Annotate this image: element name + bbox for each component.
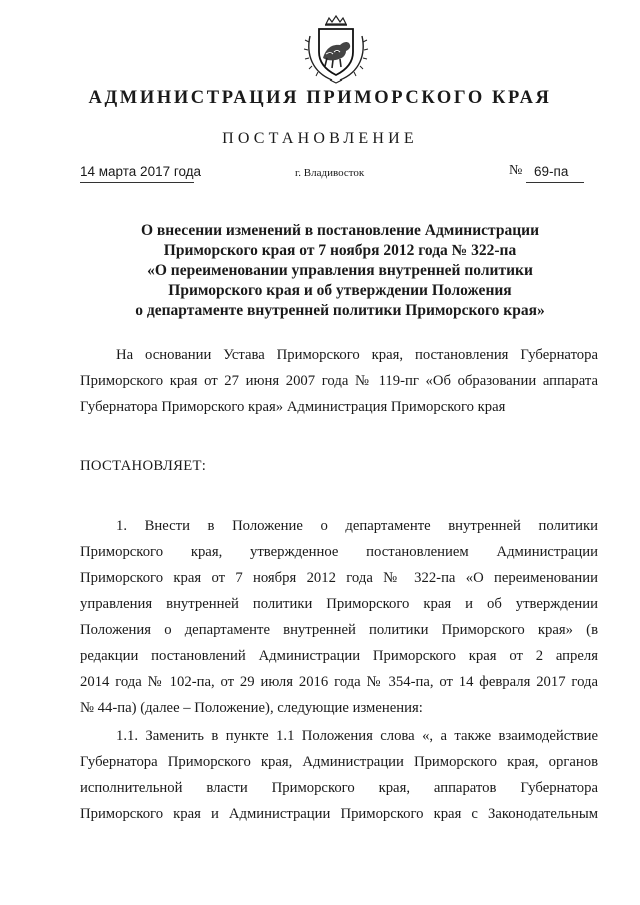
document-type: ПОСТАНОВЛЕНИЕ [222, 130, 418, 147]
paragraph-line: № 44-па) (далее – Положение), следующие изменения: [80, 700, 423, 716]
document-title [100, 221, 580, 321]
paragraph-line: Губернатора Приморского края, Администрации Приморского края, органов [80, 754, 598, 770]
paragraph-line: 1.1. Заменить в пункте 1.1 Положения слова «, а также взаимодействие [116, 728, 598, 744]
paragraph-line: редакции постановлений Администрации Приморского края от 2 апреля [80, 648, 598, 664]
organization-name: АДМИНИСТРАЦИЯ ПРИМОРСКОГО КРАЯ [88, 88, 552, 108]
paragraph-line: На основании Устава Приморского края, постановления Губернатора [116, 347, 598, 363]
paragraph-line: Приморского края и Администрации Приморского края с Законодательным [80, 806, 598, 822]
coat-of-arms-emblem [302, 14, 370, 84]
clause-1-1-paragraph [80, 723, 598, 827]
preamble-paragraph [80, 342, 598, 420]
number-label: № [509, 163, 523, 178]
document-date: 14 марта 2017 года [80, 164, 202, 179]
paragraph-line: 2014 года № 102-па, от 29 июля 2016 года № 354-па, от 14 февраля 2017 года [80, 674, 598, 690]
date-underline [80, 182, 194, 183]
title-line: Приморского края и об утверждении Положения [168, 282, 512, 299]
title-line: Приморского края от 7 ноября 2012 года № 322-па [163, 242, 517, 259]
title-line: «О переименовании управления внутренней политики [147, 262, 533, 279]
paragraph-line: Губернатора Приморского края» Администрация Приморского края [80, 399, 506, 415]
title-line: О внесении изменений в постановление Администрации [140, 222, 539, 239]
paragraph-line: 1. Внести в Положение о департаменте внутренней политики [116, 518, 598, 534]
title-line: о департаменте внутренней политики Приморского края» [135, 302, 545, 319]
resolves-heading: ПОСТАНОВЛЯЕТ: [80, 458, 207, 474]
paragraph-line: Приморского края, утвержденное постановлением Администрации [80, 544, 598, 560]
document-city: г. Владивосток [295, 167, 365, 179]
paragraph-line: Приморского края от 27 июня 2007 года № 119-пг «Об образовании аппарата [80, 373, 598, 389]
paragraph-line: управления внутренней политики Приморского края и об утверждении [80, 596, 598, 612]
paragraph-line: Положения о департаменте внутренней политики Приморского края» (в [80, 622, 598, 638]
paragraph-line: исполнительной власти Приморского края, аппаратов Губернатора [80, 780, 598, 796]
clause-1-paragraph [80, 513, 598, 721]
paragraph-line: Приморского края от 7 ноября 2012 года № 322-па «О переименовании [80, 570, 598, 586]
document-number: 69-па [534, 164, 569, 179]
number-underline [526, 182, 584, 183]
